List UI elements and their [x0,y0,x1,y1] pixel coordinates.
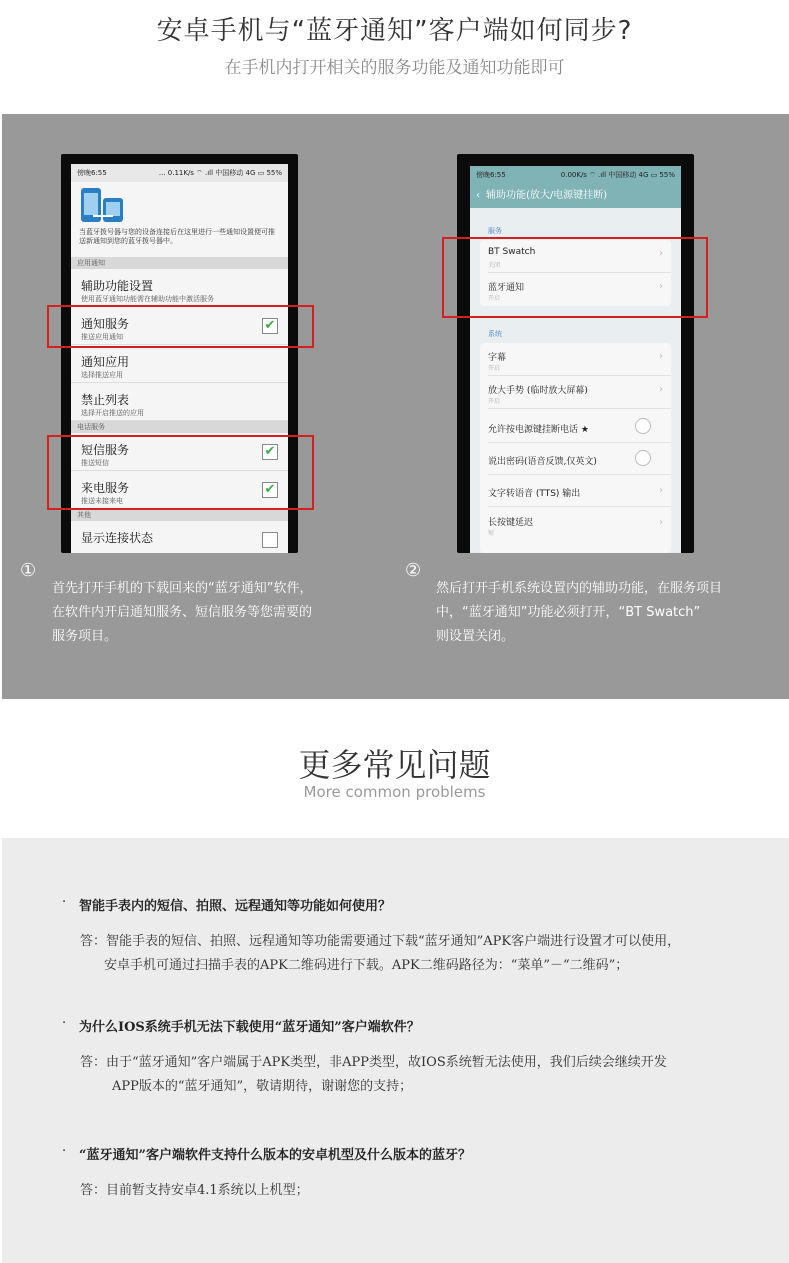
item-title: 说出密码(语音反馈,仅英文) [488,457,597,467]
step-number: ② [405,560,422,581]
answer-line: 答：智能手表的短信、拍照、远程通知等功能需要通过下载“蓝牙通知”APK客户端进行设置才可以使用， [80,934,681,949]
item-title: 短信服务 [81,443,130,457]
chevron-right-icon[interactable]: › [659,384,663,395]
chevron-right-icon[interactable]: › [659,248,663,259]
list-item[interactable] [71,521,288,553]
step-description [436,577,781,649]
item-sub: 选择推送应用 [81,371,123,379]
highlight-box [442,237,708,318]
section-system: 系统 [488,330,502,338]
item-sub: 使用蓝牙通知功能需在辅助功能中激活服务 [81,295,214,303]
highlight-box [47,305,314,348]
bullet: · [62,1016,67,1031]
answer-line: 安卓手机可通过扫描手表的APK二维码进行下载。APK二维码路径为：“菜单”－“二维码”； [104,958,629,973]
faq-subtitle: More common problems [303,783,486,801]
status-time: 傍晚6:55 [476,171,506,179]
item-sub: 开启 [488,398,501,405]
item-title: 放大手势 (临时放大屏幕) [488,386,588,396]
item-title: 显示连接状态 [81,531,154,545]
item-title: 文字转语音 (TTS) 输出 [488,489,581,499]
item-title: 辅助功能设置 [81,279,154,293]
status-bar [71,164,288,182]
item-title: 来电服务 [81,481,130,495]
answer-line: 答：目前暂支持安卓4.1系统以上机型； [80,1183,309,1198]
chevron-right-icon[interactable]: › [659,517,663,528]
answer-line: APP版本的“蓝牙通知”，敬请期待，谢谢您的支持； [112,1079,413,1094]
step-line: 服务项目。 [52,629,118,644]
chevron-right-icon[interactable]: › [659,281,663,292]
step-line: 在软件内开启通知服务、短信服务等您需要的 [52,605,313,620]
section-app-notify: 应用通知 [71,257,288,269]
faq-answer [80,930,780,978]
section-service: 服务 [488,227,502,235]
item-sub: 开启 [488,295,501,302]
system-card [480,343,671,553]
checkbox-checked-icon[interactable]: ✔ [262,444,278,460]
checkbox-checked-icon[interactable]: ✔ [262,482,278,498]
toggle-off-icon[interactable] [635,450,651,466]
chevron-right-icon[interactable]: › [659,485,663,496]
item-title: 长按键延迟 [488,518,534,528]
step-description [52,577,382,649]
item-title: 通知服务 [81,317,130,331]
settings-title: 辅助功能(放大/电源键挂断) [486,190,608,201]
step-line: 则设置关闭。 [436,629,515,644]
section-other: 其他 [71,509,288,521]
bullet: · [62,1144,67,1159]
item-sub: 推送应用通知 [81,333,123,341]
answer-line: 答：由于“蓝牙通知”客户端属于APK类型，非APP类型，故IOS系统暂无法使用，我们后续会继续开发 [80,1055,667,1070]
status-indicators: ... 0.11K/s ⌔ .ıll 中国移动 4G ▭ 55% [158,169,282,177]
item-sub: 关闭 [488,262,501,269]
checkbox-unchecked-icon[interactable] [262,532,278,548]
item-title: 允许按电源键挂断电话 ★ [488,425,589,435]
item-title: 蓝牙通知 [488,283,525,293]
list-item[interactable] [71,383,288,421]
faq-answer [80,1179,780,1203]
item-title: 通知应用 [81,355,130,369]
highlight-box [47,435,314,510]
item-title: 禁止列表 [81,393,130,407]
list-item[interactable] [71,345,288,383]
section-phone-service: 电话服务 [71,421,288,433]
page-subtitle: 在手机内打开相关的服务功能及通知功能即可 [224,58,565,78]
phone-screenshot-settings [457,154,694,553]
toggle-off-icon[interactable] [635,418,651,434]
faq-question: 智能手表内的短信、拍照、远程通知等功能如何使用？ [79,899,392,914]
item-sub: 推送短信 [81,459,109,467]
status-bar [470,166,681,184]
back-icon[interactable]: ‹ [476,190,480,201]
status-time: 傍晚6:55 [77,169,107,177]
bullet: · [62,895,67,910]
list-item[interactable] [71,269,288,307]
intro-text: 当蓝牙拨号器与您的设备连接后在这里进行一些通知设置便可推送新通知到您的蓝牙拨号器中。 [79,228,275,245]
step-number: ① [20,560,37,581]
faq-question: “蓝牙通知”客户端软件支持什么版本的安卓机型及什么版本的蓝牙？ [79,1148,471,1163]
step-line: 然后打开手机系统设置内的辅助功能，在服务项目 [436,581,723,596]
page-title: 安卓手机与“蓝牙通知”客户端如何同步? [156,16,633,46]
step-line: 首先打开手机的下载回来的“蓝牙通知”软件， [52,581,313,596]
chevron-right-icon[interactable]: › [659,351,663,362]
step-line: 中，“蓝牙通知”功能必须打开，“BT Swatch” [436,605,701,620]
item-title: 字幕 [488,353,507,363]
faq-answer [80,1051,780,1099]
faq-title: 更多常见问题 [298,746,491,784]
item-title: BT Swatch [488,247,536,257]
item-sub: 选择开启推送的应用 [81,409,144,417]
settings-header [470,184,681,208]
item-sub: 短 [488,530,495,537]
bluetooth-notify-logo-icon [79,186,127,224]
faq-question: 为什么IOS系统手机无法下载使用“蓝牙通知”客户端软件？ [79,1020,420,1035]
item-sub: 开启 [488,365,501,372]
checkbox-checked-icon[interactable]: ✔ [262,318,278,334]
status-indicators: 0.00K/s ⌔ .ıll 中国移动 4G ▭ 55% [560,171,675,179]
item-sub: 推送未接来电 [81,497,123,505]
